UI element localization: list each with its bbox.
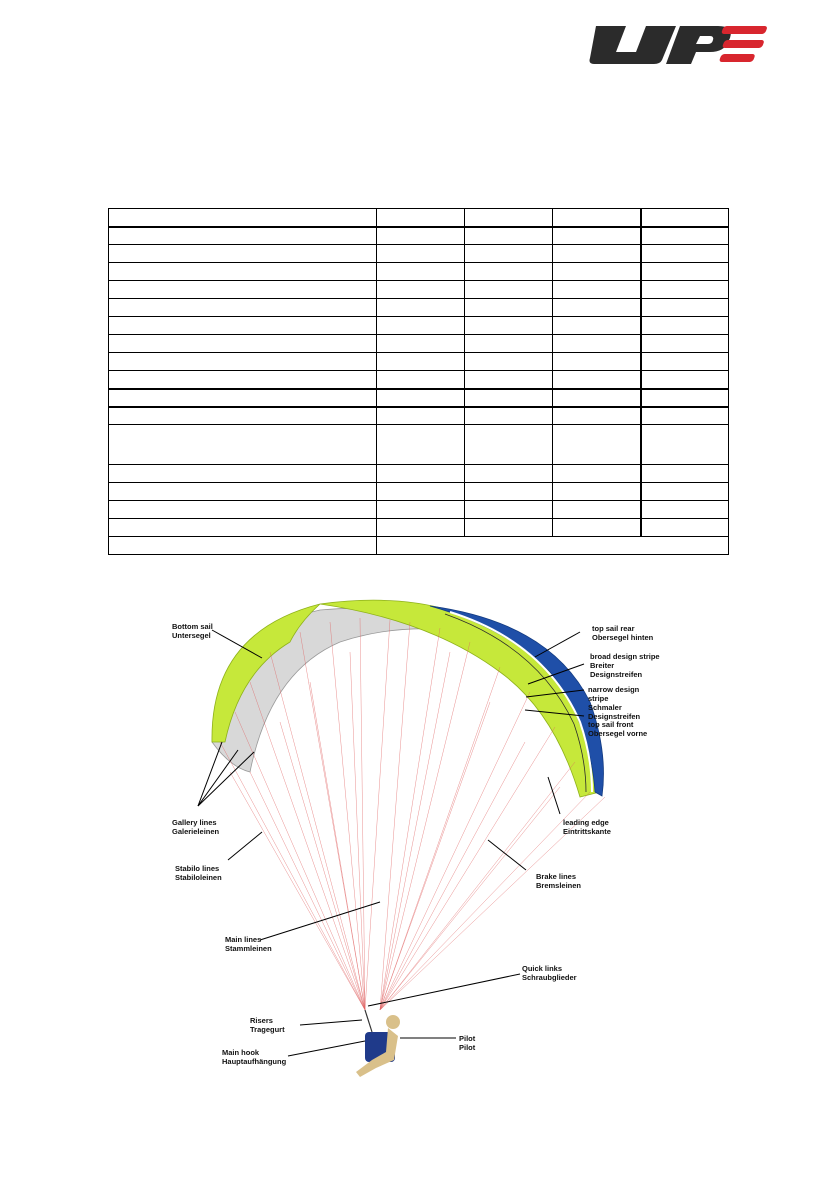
- up-logo: [586, 20, 772, 66]
- specification-table: [108, 208, 729, 555]
- table-row: [109, 425, 729, 465]
- logo-stripe-2: [722, 40, 765, 48]
- riser: [365, 1010, 372, 1032]
- table-row: [109, 245, 729, 263]
- pilot-figure: [356, 1010, 400, 1077]
- table-row: [109, 263, 729, 281]
- label-gallery-lines: Gallery lines Galerieleinen: [172, 818, 220, 836]
- table-row: [109, 209, 729, 227]
- table-row: [109, 353, 729, 371]
- label-top-sail-rear: top sail rear Obersegel hinten: [592, 624, 654, 642]
- label-quick-links: Quick links Schraubglieder: [522, 964, 577, 982]
- table-row: [109, 299, 729, 317]
- table-row: [109, 519, 729, 537]
- table-row: [109, 465, 729, 483]
- table-row: [109, 537, 729, 555]
- label-main-lines: Main lines Stammleinen: [225, 935, 272, 953]
- table-row: [109, 389, 729, 407]
- label-narrow-stripe: narrow design stripe Schmaler Designstreifen: [588, 685, 641, 721]
- logo-stripe-3: [719, 54, 756, 62]
- label-broad-stripe: broad design stripe Breiter Designstreifen: [590, 652, 660, 679]
- table-row: [109, 317, 729, 335]
- pilot-head: [386, 1015, 400, 1029]
- table-row: [109, 483, 729, 501]
- logo-u-letter: [590, 26, 677, 64]
- label-stabilo-lines: Stabilo lines Stabiloleinen: [175, 864, 222, 882]
- logo-stripe-1: [721, 26, 768, 34]
- label-main-hook: Main hook Hauptaufhängung: [222, 1048, 287, 1066]
- table-row: [109, 371, 729, 389]
- label-top-sail-front: top sail front Obersegel vorne: [588, 720, 648, 738]
- label-pilot: Pilot Pilot: [459, 1034, 476, 1052]
- label-risers: Risers Tragegurt: [250, 1016, 285, 1034]
- label-bottom-sail: Bottom sail Untersegel: [172, 622, 213, 640]
- label-leading-edge: leading edge Eintrittskante: [563, 818, 611, 836]
- table-row: [109, 335, 729, 353]
- table-row: [109, 407, 729, 425]
- label-brake-lines: Brake lines Bremsleinen: [536, 872, 582, 890]
- table-row: [109, 281, 729, 299]
- table-row: [109, 227, 729, 245]
- table-row: [109, 501, 729, 519]
